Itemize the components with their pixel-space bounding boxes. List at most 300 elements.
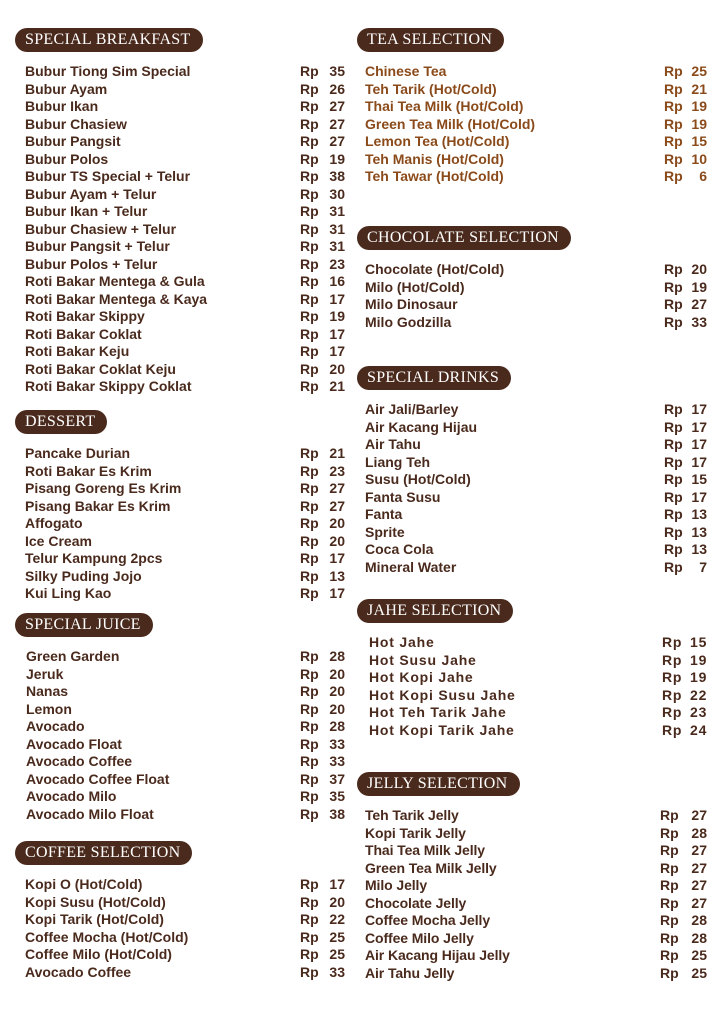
- menu-item: [15, 445, 350, 463]
- currency-label: Rp: [664, 63, 683, 79]
- currency-label: Rp: [664, 471, 683, 487]
- item-price: 19: [329, 308, 345, 324]
- item-name: Bubur Ayam: [25, 80, 108, 97]
- item-price: 26: [329, 80, 345, 97]
- menu-item: [15, 788, 350, 806]
- currency-label: Rp: [300, 665, 319, 682]
- currency-label: Rp: [300, 928, 319, 945]
- item-name: Hot Kopi Tarik Jahe: [369, 721, 515, 738]
- item-name: Teh Tawar (Hot/Cold): [365, 168, 504, 184]
- section-jahe-selection: [357, 599, 712, 739]
- menu-item: [15, 273, 350, 291]
- menu-item: [357, 296, 712, 314]
- item-price: 22: [329, 911, 345, 927]
- item-name: Bubur Ayam + Telur: [25, 185, 157, 202]
- item-name: Kui Ling Kao: [25, 585, 112, 601]
- item-name: Silky Puding Jojo: [25, 567, 142, 584]
- item-price: 20: [329, 360, 345, 377]
- currency-label: Rp: [300, 378, 319, 394]
- item-price: 17: [691, 401, 707, 417]
- menu-item: [15, 81, 350, 99]
- menu-item: [15, 550, 350, 568]
- section-jelly-selection: [357, 772, 712, 982]
- item-price: 28: [329, 718, 345, 734]
- menu-item: [15, 343, 350, 361]
- item-name: Pancake Durian: [25, 445, 131, 461]
- item-price: 20: [329, 683, 345, 699]
- item-name: Chocolate (Hot/Cold): [365, 261, 505, 277]
- currency-label: Rp: [300, 238, 319, 254]
- menu-item: [357, 524, 712, 542]
- menu-item: [15, 291, 350, 309]
- currency-label: Rp: [300, 770, 319, 787]
- item-name: Roti Bakar Keju: [25, 343, 130, 359]
- item-list: [357, 807, 712, 982]
- menu-item: [15, 515, 350, 533]
- item-name: Liang Teh: [365, 453, 431, 470]
- item-price: 37: [329, 770, 345, 787]
- currency-label: Rp: [300, 648, 319, 664]
- menu-item: [15, 533, 350, 551]
- item-price: 17: [329, 876, 345, 892]
- menu-item: [15, 63, 350, 81]
- section-dessert: [15, 410, 350, 603]
- item-name: Bubur Chasiew + Telur: [25, 220, 177, 237]
- menu-item: [357, 877, 712, 895]
- item-price: 21: [329, 378, 345, 394]
- item-price: 17: [329, 325, 345, 342]
- item-list: [357, 261, 712, 331]
- menu-item: [15, 648, 350, 666]
- section-title: JAHE SELECTION: [357, 599, 513, 623]
- item-name: Bubur Chasiew: [25, 115, 127, 132]
- currency-label: Rp: [300, 683, 319, 699]
- item-price: 20: [329, 893, 345, 910]
- currency-label: Rp: [300, 946, 319, 962]
- menu-item: [15, 203, 350, 221]
- currency-label: Rp: [300, 360, 319, 377]
- menu-item: [357, 436, 712, 454]
- item-price: 20: [329, 532, 345, 549]
- item-name: Avocado Float: [26, 735, 122, 752]
- currency-label: Rp: [662, 669, 683, 685]
- item-name: Avocado: [26, 718, 85, 734]
- item-price: 10: [691, 150, 707, 167]
- menu-item: [357, 98, 712, 116]
- item-price: 20: [329, 665, 345, 682]
- item-price: 28: [329, 648, 345, 664]
- menu-item: [15, 946, 350, 964]
- item-name: Bubur Polos + Telur: [25, 255, 158, 272]
- menu-item: [357, 419, 712, 437]
- menu-item: [357, 807, 712, 825]
- item-name: Avocado Coffee: [25, 963, 132, 980]
- item-price: 17: [329, 343, 345, 359]
- currency-label: Rp: [300, 445, 319, 461]
- currency-label: Rp: [300, 805, 319, 822]
- item-price: 23: [329, 462, 345, 479]
- menu-item: [357, 669, 712, 687]
- item-name: Pisang Bakar Es Krim: [25, 497, 171, 514]
- item-name: Chocolate Jelly: [365, 894, 467, 911]
- item-name: Green Tea Milk (Hot/Cold): [365, 115, 536, 132]
- currency-label: Rp: [300, 911, 319, 927]
- currency-label: Rp: [300, 497, 319, 514]
- item-list: [15, 648, 350, 823]
- menu-item: [15, 151, 350, 169]
- menu-item: [357, 895, 712, 913]
- item-price: 19: [691, 98, 707, 114]
- item-price: 27: [691, 894, 707, 911]
- currency-label: Rp: [300, 185, 319, 202]
- menu-item: [357, 541, 712, 559]
- item-price: 19: [690, 669, 708, 685]
- currency-label: Rp: [300, 133, 319, 149]
- currency-label: Rp: [300, 150, 319, 167]
- item-price: 17: [329, 290, 345, 307]
- item-name: Pisang Goreng Es Krim: [25, 480, 182, 496]
- menu-item: [15, 98, 350, 116]
- item-list: [357, 63, 712, 186]
- currency-label: Rp: [300, 98, 319, 114]
- item-price: 17: [691, 418, 707, 435]
- item-name: Chinese Tea: [365, 63, 447, 79]
- item-price: 17: [329, 585, 345, 601]
- currency-label: Rp: [300, 462, 319, 479]
- item-name: Kopi Susu (Hot/Cold): [25, 893, 166, 910]
- item-name: Lemon Tea (Hot/Cold): [365, 133, 510, 149]
- item-price: 28: [691, 824, 707, 841]
- section-chocolate-selection: [357, 226, 712, 331]
- currency-label: Rp: [662, 704, 683, 720]
- menu-item: [15, 806, 350, 824]
- item-price: 19: [691, 278, 707, 295]
- item-price: 27: [329, 133, 345, 149]
- item-name: Ice Cream: [25, 532, 92, 549]
- item-name: Milo Dinosaur: [365, 296, 458, 312]
- item-price: 31: [329, 220, 345, 237]
- menu-item: [15, 585, 350, 603]
- item-name: Coffee Milo Jelly: [365, 929, 474, 946]
- menu-item: [15, 929, 350, 947]
- item-list: [15, 445, 350, 603]
- item-price: 27: [691, 296, 707, 312]
- currency-label: Rp: [300, 515, 319, 531]
- currency-label: Rp: [664, 150, 683, 167]
- currency-label: Rp: [664, 115, 683, 132]
- menu-item: [357, 454, 712, 472]
- item-name: Fanta Susu: [365, 488, 441, 505]
- currency-label: Rp: [300, 550, 319, 566]
- currency-label: Rp: [660, 894, 679, 911]
- menu-item: [15, 771, 350, 789]
- currency-label: Rp: [300, 273, 319, 289]
- item-name: Air Tahu: [365, 436, 421, 452]
- menu-item: [15, 361, 350, 379]
- section-title: DESSERT: [15, 410, 107, 434]
- menu-item: [357, 63, 712, 81]
- item-price: 27: [691, 859, 707, 876]
- menu-item: [357, 842, 712, 860]
- currency-label: Rp: [662, 686, 683, 703]
- item-name: Air Tahu Jelly: [365, 964, 455, 981]
- section-special-breakfast: [15, 28, 350, 396]
- currency-label: Rp: [300, 963, 319, 980]
- item-name: Roti Bakar Skippy: [25, 308, 145, 324]
- item-name: Hot Kopi Susu Jahe: [369, 686, 516, 703]
- section-title: TEA SELECTION: [357, 28, 504, 52]
- item-name: Air Jali/Barley: [365, 401, 459, 417]
- item-name: Avocado Milo Float: [26, 805, 154, 822]
- item-name: Hot Teh Tarik Jahe: [369, 704, 507, 720]
- currency-label: Rp: [664, 558, 683, 575]
- item-name: Milo (Hot/Cold): [365, 278, 465, 295]
- item-price: 20: [329, 700, 345, 717]
- menu-item: [15, 133, 350, 151]
- currency-label: Rp: [300, 532, 319, 549]
- menu-item: [15, 894, 350, 912]
- item-name: Hot Susu Jahe: [369, 651, 477, 668]
- item-name: Thai Tea Milk Jelly: [365, 842, 485, 858]
- section-special-drinks: [357, 366, 712, 576]
- currency-label: Rp: [660, 859, 679, 876]
- menu-item: [15, 568, 350, 586]
- currency-label: Rp: [300, 63, 319, 79]
- menu-item: [15, 308, 350, 326]
- item-price: 27: [329, 497, 345, 514]
- item-price: 23: [690, 704, 708, 720]
- item-price: 25: [691, 63, 707, 79]
- currency-label: Rp: [300, 290, 319, 307]
- item-name: Avocado Coffee: [26, 753, 133, 769]
- item-price: 38: [329, 168, 345, 184]
- menu-item: [357, 704, 712, 722]
- item-price: 27: [691, 877, 707, 893]
- item-name: Bubur Tiong Sim Special: [25, 63, 191, 79]
- item-price: 17: [691, 436, 707, 452]
- currency-label: Rp: [300, 585, 319, 601]
- menu-item: [357, 279, 712, 297]
- item-price: 20: [329, 515, 345, 531]
- currency-label: Rp: [300, 700, 319, 717]
- currency-label: Rp: [664, 506, 683, 522]
- item-name: Bubur Polos: [25, 150, 109, 167]
- item-price: 27: [691, 807, 707, 823]
- currency-label: Rp: [664, 278, 683, 295]
- item-price: 15: [690, 634, 708, 650]
- item-price: 15: [691, 133, 707, 149]
- item-name: Kopi O (Hot/Cold): [25, 876, 143, 892]
- item-name: Nanas: [26, 683, 69, 699]
- item-name: Coca Cola: [365, 541, 434, 557]
- item-price: 31: [329, 238, 345, 254]
- item-name: Teh Tarik Jelly: [365, 807, 459, 823]
- menu-item: [15, 480, 350, 498]
- currency-label: Rp: [664, 453, 683, 470]
- menu-item: [15, 876, 350, 894]
- item-price: 13: [691, 523, 707, 540]
- item-list: [15, 876, 350, 981]
- section-title: CHOCOLATE SELECTION: [357, 226, 571, 250]
- menu-item: [15, 911, 350, 929]
- currency-label: Rp: [662, 634, 683, 650]
- currency-label: Rp: [660, 842, 679, 858]
- menu-item: [15, 718, 350, 736]
- section-title: SPECIAL DRINKS: [357, 366, 511, 390]
- item-price: 33: [691, 313, 707, 330]
- section-title: COFFEE SELECTION: [15, 841, 192, 865]
- item-name: Bubur Ikan + Telur: [25, 203, 148, 219]
- item-name: Milo Jelly: [365, 877, 428, 893]
- menu-item: [15, 964, 350, 982]
- item-name: Green Tea Milk Jelly: [365, 859, 497, 876]
- section-title: SPECIAL BREAKFAST: [15, 28, 203, 52]
- menu-item: [357, 965, 712, 983]
- item-price: 33: [329, 963, 345, 980]
- menu-item: [357, 168, 712, 186]
- menu-item: [15, 701, 350, 719]
- item-name: Affogato: [25, 515, 83, 531]
- currency-label: Rp: [662, 721, 683, 738]
- section-title: JELLY SELECTION: [357, 772, 520, 796]
- menu-item: [357, 471, 712, 489]
- item-price: 30: [329, 185, 345, 202]
- item-name: Lemon: [26, 700, 72, 717]
- menu-item: [357, 81, 712, 99]
- currency-label: Rp: [300, 115, 319, 132]
- item-price: 35: [329, 63, 345, 79]
- menu-item: [15, 186, 350, 204]
- section-title: SPECIAL JUICE: [15, 613, 153, 637]
- currency-label: Rp: [664, 296, 683, 312]
- item-price: 35: [329, 788, 345, 804]
- menu-item: [15, 378, 350, 396]
- currency-label: Rp: [300, 893, 319, 910]
- item-name: Kopi Tarik (Hot/Cold): [25, 911, 164, 927]
- item-name: Bubur Pangsit + Telur: [25, 238, 170, 254]
- item-price: 17: [691, 488, 707, 505]
- item-name: Teh Manis (Hot/Cold): [365, 150, 504, 167]
- currency-label: Rp: [300, 753, 319, 769]
- currency-label: Rp: [660, 912, 679, 928]
- currency-label: Rp: [664, 541, 683, 557]
- item-price: 13: [691, 541, 707, 557]
- item-name: Bubur TS Special + Telur: [25, 168, 191, 184]
- item-price: 13: [329, 567, 345, 584]
- currency-label: Rp: [664, 523, 683, 540]
- item-name: Green Garden: [26, 648, 120, 664]
- menu-item: [357, 722, 712, 740]
- item-name: Telur Kampung 2pcs: [25, 550, 163, 566]
- menu-item: [15, 498, 350, 516]
- menu-item: [15, 463, 350, 481]
- currency-label: Rp: [300, 343, 319, 359]
- item-price: 17: [691, 453, 707, 470]
- menu-item: [15, 256, 350, 274]
- item-name: Thai Tea Milk (Hot/Cold): [365, 98, 524, 114]
- menu-item: [15, 238, 350, 256]
- currency-label: Rp: [300, 255, 319, 272]
- item-name: Coffee Mocha (Hot/Cold): [25, 928, 189, 945]
- currency-label: Rp: [300, 80, 319, 97]
- menu-item: [357, 930, 712, 948]
- item-name: Jeruk: [26, 665, 64, 682]
- currency-label: Rp: [300, 168, 319, 184]
- menu-item: [357, 133, 712, 151]
- currency-label: Rp: [660, 824, 679, 841]
- menu-item: [357, 634, 712, 652]
- currency-label: Rp: [300, 567, 319, 584]
- item-list: [357, 634, 712, 739]
- item-price: 13: [691, 506, 707, 522]
- item-price: 21: [329, 445, 345, 461]
- item-name: Coffee Milo (Hot/Cold): [25, 946, 172, 962]
- item-name: Hot Jahe: [369, 634, 435, 650]
- currency-label: Rp: [664, 401, 683, 417]
- item-price: 31: [329, 203, 345, 219]
- item-name: Kopi Tarik Jelly: [365, 824, 466, 841]
- menu-item: [357, 314, 712, 332]
- item-name: Mineral Water: [365, 558, 457, 575]
- currency-label: Rp: [300, 788, 319, 804]
- item-name: Susu (Hot/Cold): [365, 471, 471, 487]
- menu-item: [15, 326, 350, 344]
- item-name: Bubur Pangsit: [25, 133, 121, 149]
- menu-item: [357, 151, 712, 169]
- item-name: Roti Bakar Mentega & Gula: [25, 273, 205, 289]
- currency-label: Rp: [300, 735, 319, 752]
- currency-label: Rp: [664, 313, 683, 330]
- item-price: 22: [690, 686, 708, 703]
- menu-item: [15, 753, 350, 771]
- currency-label: Rp: [664, 98, 683, 114]
- currency-label: Rp: [300, 876, 319, 892]
- item-name: Avocado Coffee Float: [26, 770, 170, 787]
- item-price: 24: [690, 721, 708, 738]
- menu-item: [15, 666, 350, 684]
- menu-item: [357, 860, 712, 878]
- item-price: 25: [691, 964, 707, 981]
- item-price: 38: [329, 805, 345, 822]
- item-price: 25: [329, 928, 345, 945]
- menu-item: [357, 947, 712, 965]
- currency-label: Rp: [300, 220, 319, 237]
- item-name: Teh Tarik (Hot/Cold): [365, 80, 497, 97]
- item-name: Sprite: [365, 523, 405, 540]
- item-price: 28: [691, 929, 707, 946]
- currency-label: Rp: [660, 929, 679, 946]
- currency-label: Rp: [664, 418, 683, 435]
- item-name: Fanta: [365, 506, 403, 522]
- menu-item: [357, 652, 712, 670]
- currency-label: Rp: [664, 488, 683, 505]
- item-price: 6: [699, 168, 707, 184]
- currency-label: Rp: [664, 436, 683, 452]
- item-price: 20: [691, 261, 707, 277]
- currency-label: Rp: [300, 325, 319, 342]
- item-name: Roti Bakar Es Krim: [25, 462, 152, 479]
- item-name: Bubur Ikan: [25, 98, 99, 114]
- menu-item: [15, 221, 350, 239]
- item-price: 15: [691, 471, 707, 487]
- currency-label: Rp: [300, 718, 319, 734]
- item-name: Roti Bakar Coklat Keju: [25, 360, 176, 377]
- currency-label: Rp: [664, 168, 683, 184]
- currency-label: Rp: [660, 807, 679, 823]
- item-name: Roti Bakar Skippy Coklat: [25, 378, 192, 394]
- item-price: 27: [691, 842, 707, 858]
- menu-item: [357, 506, 712, 524]
